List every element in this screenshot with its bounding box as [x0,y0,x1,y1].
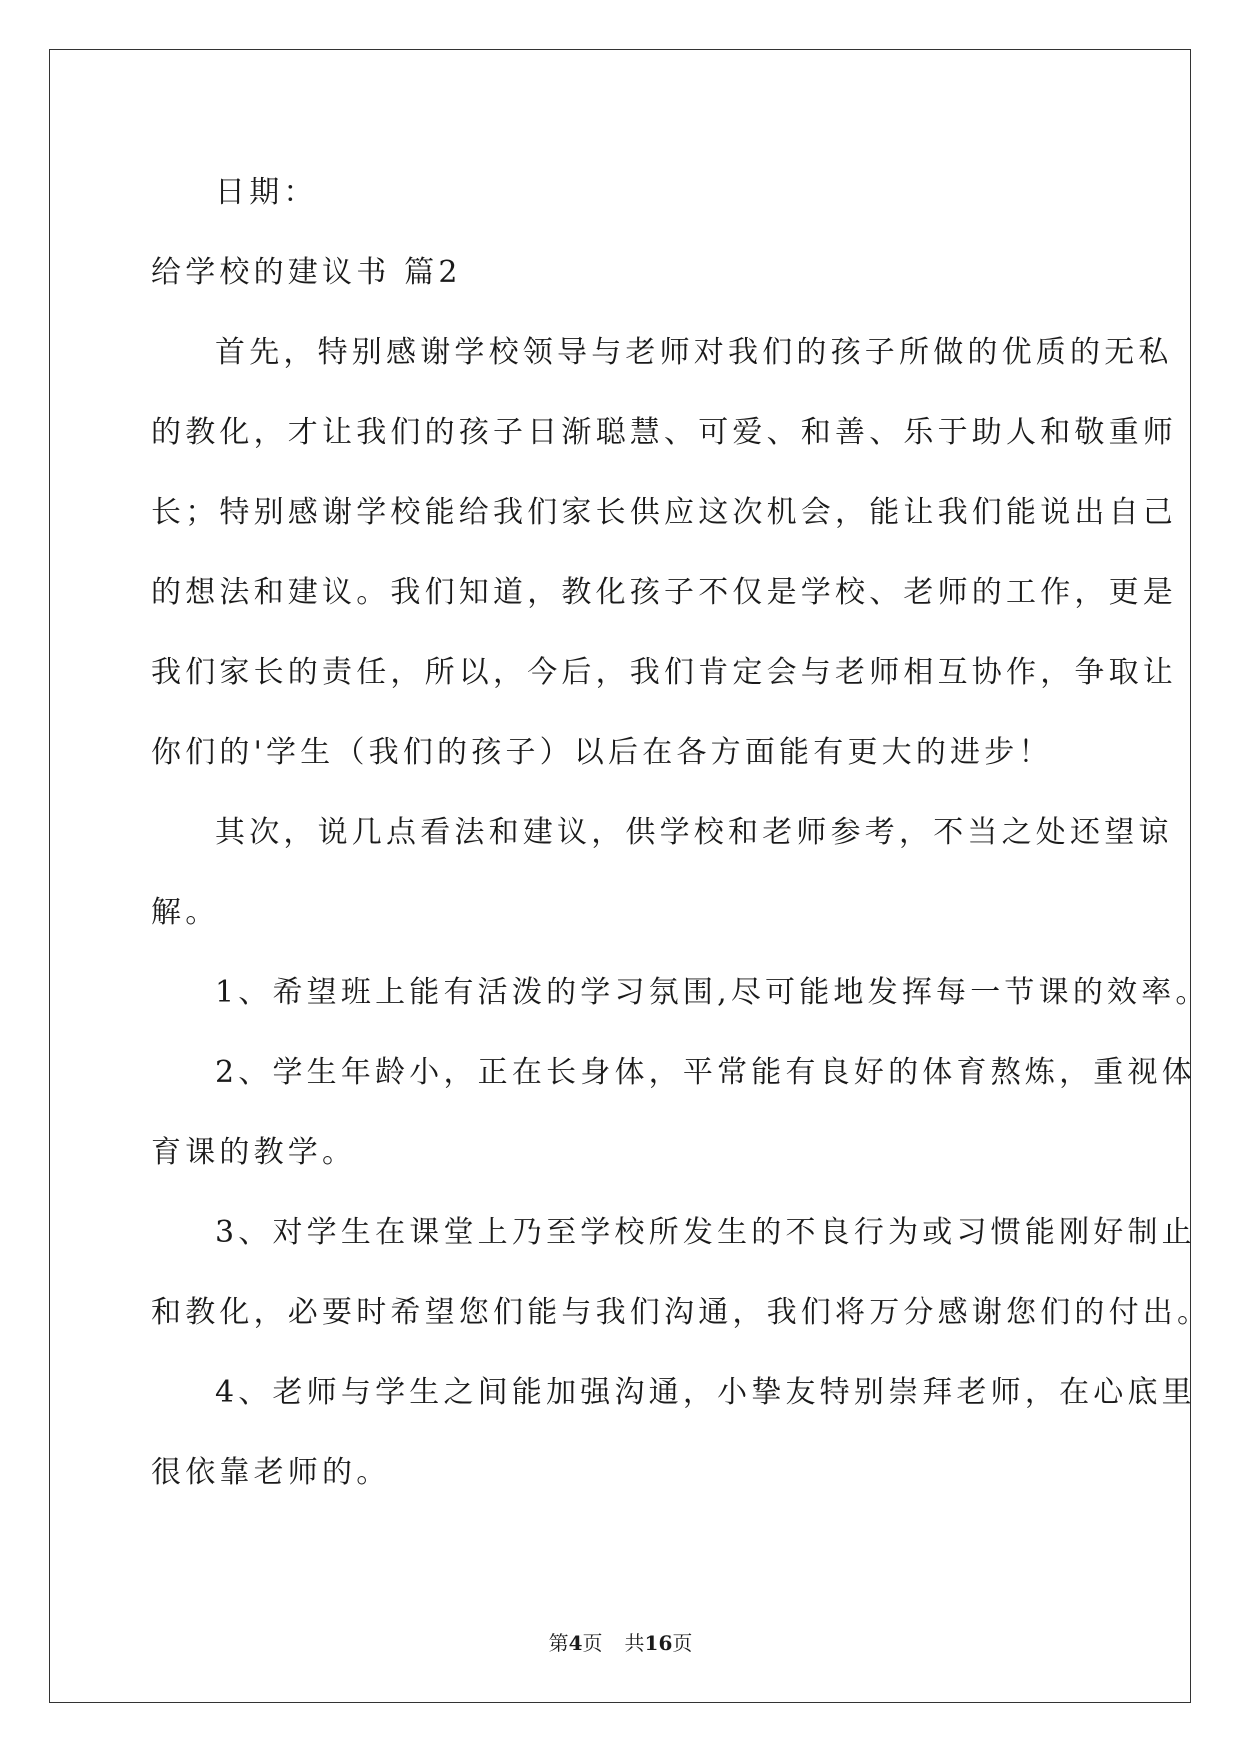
date-label: 日期： [215,175,318,210]
list-item: 2、学生年龄小，正在长身体，平常能有良好的体育熬炼，重视体 [215,1055,1196,1090]
list-item: 1、希望班上能有活泼的学习氛围,尽可能地发挥每一节课的效率。 [215,975,1210,1010]
paragraph-line: 的想法和建议。我们知道，教化孩子不仅是学校、老师的工作，更是 [151,575,1177,610]
list-item-continuation: 很依靠老师的。 [151,1455,391,1490]
current-page-number: 4 [568,1631,583,1655]
total-label-suffix: 页 [672,1631,693,1655]
page-label-prefix: 第 [548,1631,569,1655]
paragraph-line: 我们家长的责任，所以，今后，我们肯定会与老师相互协作，争取让 [151,655,1177,690]
page-footer [0,1631,1241,1655]
list-item: 3、对学生在课堂上乃至学校所发生的不良行为或习惯能刚好制止 [215,1215,1196,1250]
list-item-continuation: 和教化，必要时希望您们能与我们沟通，我们将万分感谢您们的付出。 [151,1295,1212,1330]
page-label-suffix: 页 [582,1631,603,1655]
section-heading: 给学校的建议书 篇2 [151,255,462,290]
total-label-prefix: 共 [624,1631,645,1655]
total-pages-number: 16 [644,1631,673,1655]
paragraph-line: 其次，说几点看法和建议，供学校和老师参考，不当之处还望谅 [215,815,1173,850]
paragraph-line: 你们的'学生（我们的孩子）以后在各方面能有更大的进步！ [151,735,1053,770]
list-item: 4、老师与学生之间能加强沟通，小挚友特别崇拜老师，在心底里 [215,1375,1196,1410]
paragraph-line: 解。 [151,895,220,930]
paragraph-line: 首先，特别感谢学校领导与老师对我们的孩子所做的优质的无私 [215,335,1173,370]
paragraph-line: 的教化，才让我们的孩子日渐聪慧、可爱、和善、乐于助人和敬重师 [151,415,1177,450]
list-item-continuation: 育课的教学。 [151,1135,357,1170]
paragraph-line: 长；特别感谢学校能给我们家长供应这次机会，能让我们能说出自己 [151,495,1177,530]
